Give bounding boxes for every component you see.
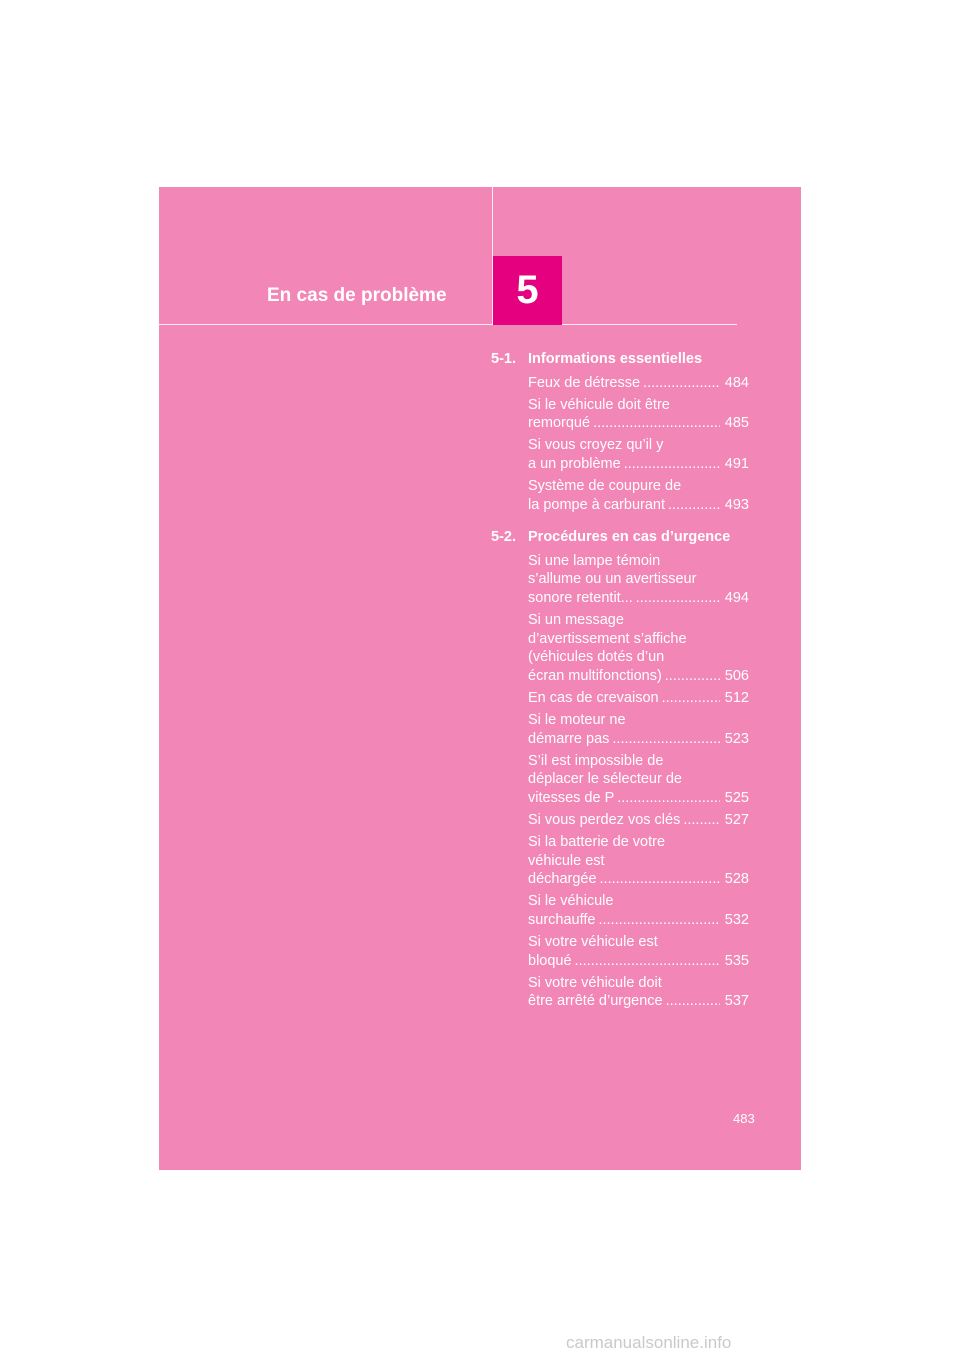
entry-text-line: Si vous croyez qu’il y bbox=[528, 437, 664, 454]
entry-text-line: Si un message bbox=[528, 612, 624, 629]
entry-page-number: 525 bbox=[724, 789, 749, 806]
toc-entry[interactable] bbox=[528, 752, 749, 808]
toc-entry[interactable] bbox=[528, 477, 749, 514]
entry-last-line bbox=[528, 789, 749, 808]
entry-last-line bbox=[528, 667, 749, 686]
entry-text-line: déplacer le sélecteur de bbox=[528, 771, 682, 788]
entry-last-line bbox=[528, 689, 749, 708]
header-horizontal-divider bbox=[159, 324, 737, 325]
toc-section bbox=[491, 528, 749, 1011]
entry-last-line bbox=[528, 811, 749, 830]
entry-text-line: Si votre véhicule doit bbox=[528, 974, 662, 991]
dot-leader bbox=[600, 870, 720, 889]
entry-page-number: 491 bbox=[724, 455, 749, 472]
table-of-contents bbox=[491, 350, 749, 1025]
entry-last-line bbox=[528, 952, 749, 971]
page-number: 483 bbox=[733, 1111, 755, 1126]
entry-text-line: S’il est impossible de bbox=[528, 752, 664, 769]
entry-page-number: 506 bbox=[724, 667, 749, 684]
toc-entry[interactable] bbox=[528, 374, 749, 393]
toc-entry[interactable] bbox=[528, 611, 749, 685]
section-title: Informations essentielles bbox=[528, 351, 703, 367]
entry-page-number: 537 bbox=[724, 993, 749, 1010]
dot-leader bbox=[665, 667, 720, 686]
chapter-title: En cas de problème bbox=[267, 285, 447, 306]
section-number: 5-2. bbox=[491, 529, 516, 546]
entry-text-line: la pompe à carburant bbox=[528, 496, 666, 513]
dot-leader bbox=[593, 414, 720, 433]
watermark: carmanualsonline.info bbox=[566, 1333, 732, 1352]
entry-page-number: 532 bbox=[724, 912, 749, 929]
entry-last-line bbox=[528, 589, 749, 608]
toc-entry[interactable] bbox=[528, 933, 749, 970]
section-heading bbox=[491, 350, 749, 369]
entry-text-line: remorqué bbox=[528, 415, 591, 432]
entry-text-line: Si le moteur ne bbox=[528, 712, 626, 729]
entry-last-line bbox=[528, 496, 749, 515]
entry-text-line: démarre pas bbox=[528, 730, 610, 747]
toc-section bbox=[491, 350, 749, 514]
section-number: 5-1. bbox=[491, 351, 516, 367]
entry-text-line: Si la batterie de votre bbox=[528, 834, 666, 851]
entry-text-line: Feux de détresse bbox=[528, 374, 641, 391]
dot-leader bbox=[598, 911, 720, 930]
toc-entry[interactable] bbox=[528, 689, 749, 708]
dot-leader bbox=[683, 811, 720, 830]
entry-page-number: 494 bbox=[724, 590, 749, 607]
entry-page-number: 493 bbox=[724, 496, 749, 513]
entry-text-line: Si vous perdez vos clés bbox=[528, 812, 681, 829]
entry-last-line bbox=[528, 870, 749, 889]
entry-last-line bbox=[528, 374, 749, 393]
entry-page-number: 523 bbox=[724, 730, 749, 747]
entry-last-line bbox=[528, 992, 749, 1011]
entry-text-line: En cas de crevaison bbox=[528, 690, 659, 706]
dot-leader bbox=[668, 496, 720, 515]
entry-text-line: (véhicules dotés d’un bbox=[528, 649, 665, 666]
entry-last-line bbox=[528, 730, 749, 749]
section-title: Procédures en cas d’urgence bbox=[528, 529, 731, 546]
toc-entry[interactable] bbox=[528, 436, 749, 473]
dot-leader bbox=[575, 952, 720, 971]
dot-leader bbox=[662, 689, 720, 708]
entry-last-line bbox=[528, 455, 749, 474]
entry-text-line: Si votre véhicule est bbox=[528, 934, 658, 951]
entry-last-line bbox=[528, 911, 749, 930]
manual-page bbox=[159, 187, 801, 1170]
entry-last-line bbox=[528, 414, 749, 433]
dot-leader bbox=[643, 374, 720, 393]
entry-text-line: sonore retentit... bbox=[528, 590, 633, 607]
entry-text-line: écran multifonctions) bbox=[528, 667, 662, 684]
dot-leader bbox=[666, 992, 720, 1011]
entry-text-line: d’avertissement s’affiche bbox=[528, 630, 687, 647]
toc-entry[interactable] bbox=[528, 833, 749, 889]
entry-text-line: Si le véhicule doit être bbox=[528, 396, 670, 413]
dot-leader bbox=[617, 789, 720, 808]
entry-page-number: 528 bbox=[724, 871, 749, 888]
toc-entry[interactable] bbox=[528, 892, 749, 929]
entry-text-line: Si une lampe témoin bbox=[528, 552, 661, 569]
entry-text-line: s’allume ou un avertisseur bbox=[528, 571, 697, 588]
entry-text-line: vitesses de P bbox=[528, 789, 615, 806]
entry-text-line: être arrêté d’urgence bbox=[528, 993, 663, 1010]
section-heading bbox=[491, 528, 749, 547]
entry-page-number: 535 bbox=[724, 952, 749, 969]
entry-page-number: 512 bbox=[724, 690, 749, 706]
entry-text-line: déchargée bbox=[528, 871, 597, 888]
entry-page-number: 527 bbox=[724, 812, 749, 829]
toc-entry[interactable] bbox=[528, 711, 749, 748]
toc-entry[interactable] bbox=[528, 396, 749, 433]
toc-entry[interactable] bbox=[528, 811, 749, 830]
dot-leader bbox=[624, 455, 720, 474]
toc-entry[interactable] bbox=[528, 974, 749, 1011]
chapter-number-badge: 5 bbox=[493, 256, 562, 325]
entry-page-number: 484 bbox=[724, 374, 749, 391]
toc-entry[interactable] bbox=[528, 552, 749, 608]
entry-text-line: véhicule est bbox=[528, 852, 605, 869]
entry-text-line: a un problème bbox=[528, 455, 621, 472]
dot-leader bbox=[612, 730, 720, 749]
entry-text-line: Si le véhicule bbox=[528, 893, 614, 910]
entry-text-line: bloqué bbox=[528, 952, 572, 969]
entry-text-line: surchauffe bbox=[528, 912, 596, 929]
entry-text-line: Système de coupure de bbox=[528, 478, 682, 495]
dot-leader bbox=[636, 589, 720, 608]
entry-page-number: 485 bbox=[724, 415, 749, 432]
